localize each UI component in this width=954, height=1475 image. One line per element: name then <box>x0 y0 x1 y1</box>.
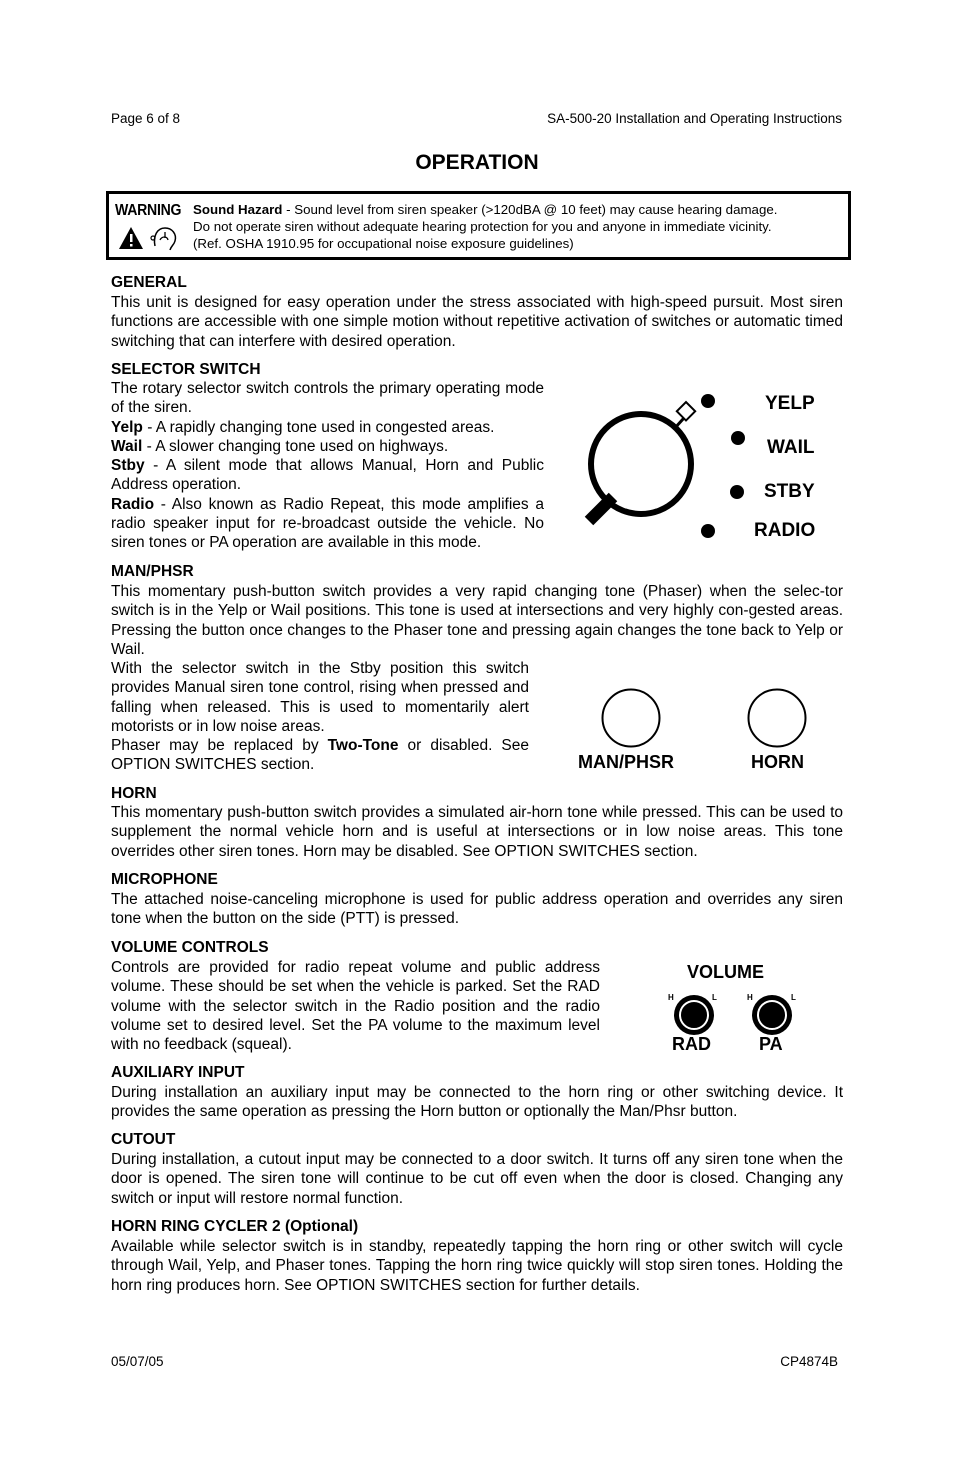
horn-button-icon <box>746 688 810 752</box>
page-title: OPERATION <box>415 151 539 174</box>
stby-position-dot <box>730 485 744 499</box>
cycler-text: Available while selector switch is in standby, repeatedly tapping the horn ring or other switch will cycle through Wail, Yelp, and Phaser tones. Tapping the horn ring twice quickly will stop siren tones. Holding the horn ring produces horn. See OPTION SWITCHES section for further details. <box>111 1238 843 1294</box>
cycler-heading: HORN RING CYCLER 2 (Optional) <box>111 1218 359 1235</box>
selector-text <box>111 379 544 553</box>
selector-intro: The rotary selector switch controls the primary operating mode of the siren. <box>111 380 544 417</box>
volume-knobs <box>668 992 798 1036</box>
wail-desc: - A slower changing tone used on highways. <box>142 437 449 455</box>
footer-code: CP4874B <box>780 1354 838 1369</box>
rad-high-mark: H <box>668 993 674 1002</box>
warning-line1: - Sound level from siren speaker (>120dBA @ 10 feet) may cause hearing damage. <box>282 202 778 217</box>
cutout-heading: CUTOUT <box>111 1131 176 1148</box>
radio-desc: - Also known as Radio Repeat, this mode amplifies a radio speaker input for re-broadcast outside the vehicle. No siren tones or PA operation are available in this mode. <box>111 495 544 552</box>
horn-text: This momentary push-button switch provides a simulated air-horn tone while pressed. This can be used to supplement the normal vehicle horn and is useful at intersections or in low noise areas. This tone overrides other siren tones. Horn may be disabled. See OPTION SWITCHES section. <box>111 804 843 860</box>
pa-label: PA <box>759 1034 783 1054</box>
manphsr-text3a: Phaser may be replaced by <box>111 737 328 754</box>
radio-dot <box>698 522 718 542</box>
selector-dots <box>725 425 745 540</box>
wail-term: Wail <box>111 437 143 455</box>
microphone-heading: MICROPHONE <box>111 871 218 888</box>
manphsr-heading: MAN/PHSR <box>111 563 194 580</box>
radio-label: RADIO <box>754 520 816 541</box>
rad-label: RAD <box>672 1034 711 1054</box>
yelp-desc: - A rapidly changing tone used in congested areas. <box>142 418 495 436</box>
yelp-label: YELP <box>765 393 815 414</box>
stby-term: Stby <box>111 457 145 475</box>
two-tone-term: Two-Tone <box>327 737 399 754</box>
yelp-dot <box>701 394 715 408</box>
warning-text <box>193 201 777 252</box>
warning-box <box>106 191 851 260</box>
cutout-text: During installation, a cutout input may be connected to a door switch. It turns off any siren tone when the door is opened. The siren tone will continue to be cut off even when the door is closed. Changing any switch or input will restore normal function. <box>111 1151 843 1207</box>
pa-high-mark: H <box>747 993 753 1002</box>
warning-label: WARNING <box>115 202 182 219</box>
warning-line2: Do not operate siren without adequate hearing protection for you and anyone in immediate vicinity. <box>193 219 772 234</box>
yelp-term: Yelp <box>111 418 143 436</box>
aux-heading: AUXILIARY INPUT <box>111 1064 245 1081</box>
manphsr-text3c: or disabled. See OPTION SWITCHES section. <box>111 737 529 774</box>
selector-heading: SELECTOR SWITCH <box>111 361 261 378</box>
stby-desc: - A silent mode that allows Manual, Horn and Public Address operation. <box>111 457 544 494</box>
volume-heading: VOLUME CONTROLS <box>111 939 269 956</box>
microphone-text: The attached noise-canceling microphone is used for public address operation and overrides any siren tone when the button on the side (PTT) is pressed. <box>111 891 843 928</box>
man-phsr-button-icon <box>600 688 664 752</box>
wail-position-dot <box>731 431 745 445</box>
hazard-icon <box>117 224 183 252</box>
warning-lead: Sound Hazard <box>193 202 283 217</box>
wail-label: WAIL <box>767 437 815 458</box>
document-title: SA-500-20 Installation and Operating Instructions <box>547 111 842 126</box>
man-phsr-button-label: MAN/PHSR <box>578 752 675 772</box>
volume-text: Controls are provided for radio repeat volume and public address volume. These should be set when the vehicle is parked. Set the RAD volume with the selector switch in the Radio position and the radio volume set to desired level. Set the PA volume to the maximum level with no feedback (squeal). <box>111 959 600 1054</box>
volume-title: VOLUME <box>687 962 765 982</box>
selector-knob-diagram <box>575 385 725 535</box>
pa-low-mark: L <box>791 993 796 1002</box>
manphsr-text2: With the selector switch in the Stby position this switch provides Manual siren tone control, rising when pressed and falling when released. This is used to momentarily alert motorists or in low noise areas. <box>111 660 529 735</box>
page-number: Page 6 of 8 <box>111 111 181 126</box>
horn-heading: HORN <box>111 785 157 802</box>
aux-text: During installation an auxiliary input may be connected to the horn ring or other switching device. It provides the same operation as pressing the Horn button or optionally the Man/Phsr button. <box>111 1084 843 1121</box>
stby-label: STBY <box>764 481 815 502</box>
general-heading: GENERAL <box>111 274 187 291</box>
footer-date: 05/07/05 <box>111 1354 164 1369</box>
rad-low-mark: L <box>712 993 717 1002</box>
radio-term: Radio <box>111 495 155 513</box>
manphsr-text1: This momentary push-button switch provides a very rapid changing tone (Phaser) when the selec-tor switch is in the Yelp or Wail positions. This tone is used at intersections and very highly con-gested areas. Pressing the button once changes to the Phaser tone and pressing again changes the tone back to Yelp or Wail. <box>111 583 843 658</box>
general-text: This unit is designed for easy operation under the stress associated with high-speed pursuit. Most siren functions are accessible with one simple motion without repetitive activation of switches or automatic timed switching that can interfere with desired operation. <box>111 294 843 350</box>
warning-line3: (Ref. OSHA 1910.95 for occupational noise exposure guidelines) <box>193 236 574 251</box>
horn-button-label: HORN <box>751 752 804 772</box>
manphsr-text3 <box>111 736 529 775</box>
